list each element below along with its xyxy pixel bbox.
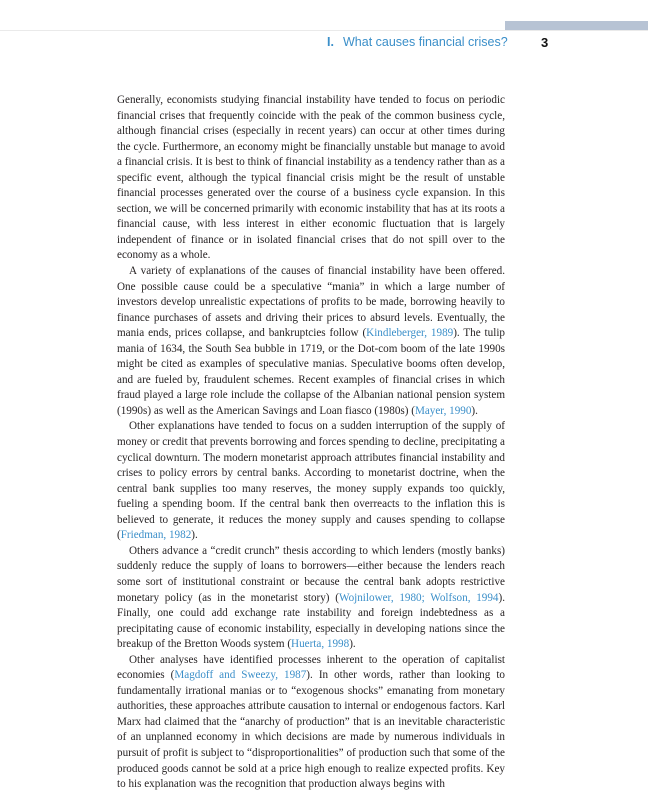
citation-link[interactable]: Huerta, 1998 [291,638,350,651]
paragraph-text: Others advance a “credit crunch” thesis according to which lenders (mostly banks) suddenly reduce the supply of loans to borrowers—either because the lenders reach some sort of institutional constraint or because the central bank adopts restrictive monetary policy (as in the monetarist story) ( [117,544,505,604]
paragraph-text: ). In other words, rather than looking to fundamentally irrational manias or to “exogenous shocks” emanating from monetary authorities, these approaches attribute causation to internal or endogenous factors. Karl Marx had claimed that the “anarchy of production” that is an inevitable characteristic of an unplanned economy in which decisions are made by numerous individuals in pursuit of profit is subject to “disproportionalities” of production such that some of the produced goods cannot be sold at a price high enough to realize expected profits. Key to his explanation was the recognition that production always begins with [117,669,505,791]
section-numeral: I. [327,35,334,49]
paragraph-text: ). [471,404,478,417]
header-rule [0,30,648,31]
paragraph-text: Other analyses have identified processes inherent to the operation of capitalist economies ( [117,653,505,682]
citation-link[interactable]: Friedman, 1982 [120,529,192,542]
paragraph [117,419,505,543]
citation-link[interactable]: Kindleberger, 1989 [366,327,454,340]
paragraph [117,544,505,653]
header-accent-bar [505,21,648,30]
paragraph-text: ). [191,529,198,542]
paragraph-text: ). The tulip mania of 1634, the South Sea bubble in 1719, or the Dot-com boom of the late 1990s might be cited as examples of speculative manias. Speculative booms often develop, and are fueled by, fraudulent schemes. Recent examples of financial crises in which fraud played a large role include the collapse of the Albanian national pension system (1990s) as well as the American Savings and Loan fiasco (1980s) ( [117,327,505,417]
paragraph-text: A variety of explanations of the causes of financial instability have been offered. One possible cause could be a speculative “mania” in which a large number of investors develop unrealistic expectations of profits to be made, borrowing heavily to finance purchases of assets and driving their prices to absurd levels. Eventually, the mania ends, prices collapse, and bankruptcies follow ( [117,265,505,340]
running-header [0,35,648,53]
section-title: What causes financial crises? [343,35,508,49]
paragraph-text: ). Finally, one could add exchange rate instability and foreign indebtedness as a precipitating cause of economic instability, especially in developing nations since the breakup of the Bretton Woods system ( [117,591,505,651]
page-number: 3 [541,35,549,50]
paragraph-text: Other explanations have tended to focus on a sudden interruption of the supply of money or credit that prevents borrowing and forces spending to decline, precipitating a cyclical downturn. The modern monetarist approach attributes financial instability and crises to policy errors by central banks. According to monetarist doctrine, when the central bank supplies too many reserves, the money supply expands too quickly, fueling a spending boom. If the central bank then overreacts to the inflation this is believed to generate, it reduces the money supply and causes spending to collapse ( [117,420,505,542]
paragraph [117,264,505,419]
paragraph-text: Generally, economists studying financial instability have tended to focus on periodic financial crises that frequently coincide with the peak of the common business cycle, although financial crises (especially in recent years) can occur at other times during the cycle. Furthermore, an economy might be financially unstable but manage to avoid a financial crisis. It is best to think of financial instability as a tendency rather than as a specific event, although the typical financial crisis might be the result of unstable financial processes generated over the course of a business cycle expansion. In this section, we will be concerned primarily with economic instability that has at its roots a financial cause, with less interest in either economic fluctuation that is largely independent of finance or in isolated financial crises that do not spill over to the economy as a whole. [117,94,505,262]
paragraph [117,93,505,264]
citation-link[interactable]: Mayer, 1990 [414,404,472,417]
citation-link[interactable]: Magdoff and Sweezy, 1987 [174,669,307,682]
paragraph-text: ). [349,638,356,651]
body-text [117,93,505,793]
paragraph [117,653,505,793]
citation-link[interactable]: Wojnilower, 1980; Wolfson, 1994 [338,591,499,604]
